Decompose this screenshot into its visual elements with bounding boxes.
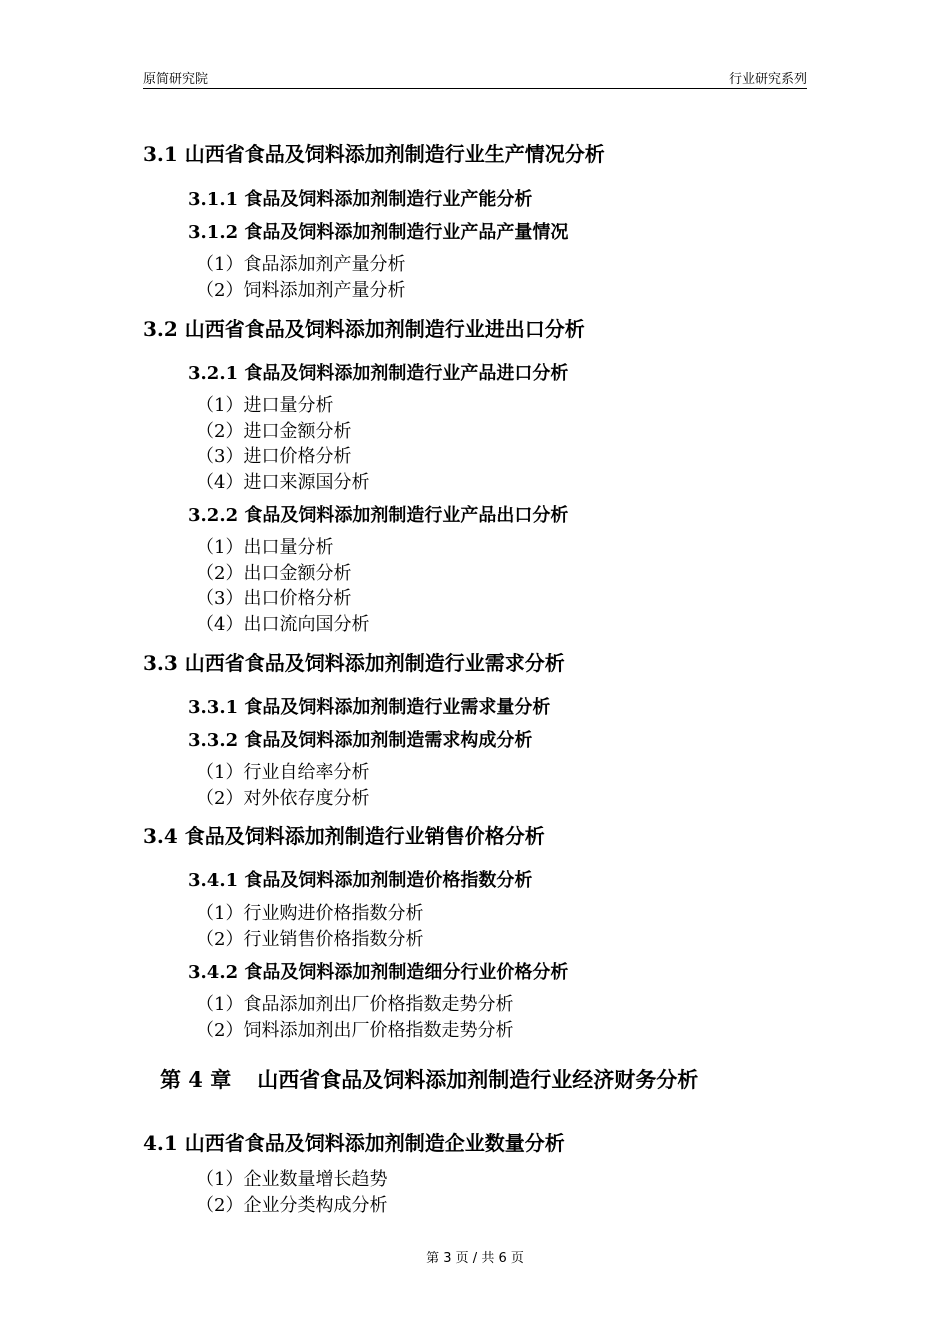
toc-item: （2）对外依存度分析 (196, 788, 370, 809)
page-number: 第 3 页 / 共 6 页 (426, 1251, 524, 1266)
chapter-heading-4 (160, 1064, 698, 1094)
header-series: 行业研究系列 (728, 72, 807, 87)
toc-item: （1）行业自给率分析 (196, 762, 370, 783)
page-header (143, 66, 807, 89)
toc-item: （4）进口来源国分析 (196, 472, 370, 493)
toc-item: （2）企业分类构成分析 (196, 1195, 388, 1216)
toc-item: （3）进口价格分析 (196, 446, 352, 467)
toc-item: （1）行业购进价格指数分析 (196, 903, 424, 924)
section-heading-3-4: 3.4 食品及饲料添加剂制造行业销售价格分析 (143, 824, 545, 848)
subsection-heading-3-3-1: 3.3.1 食品及饲料添加剂制造行业需求量分析 (188, 697, 551, 718)
toc-item: （1）企业数量增长趋势 (196, 1169, 388, 1190)
subsection-heading-3-4-1: 3.4.1 食品及饲料添加剂制造价格指数分析 (188, 870, 533, 891)
subsection-heading-3-1-1: 3.1.1 食品及饲料添加剂制造行业产能分析 (188, 189, 533, 210)
section-heading-3-3: 3.3 山西省食品及饲料添加剂制造行业需求分析 (143, 651, 565, 675)
section-heading-3-1: 3.1 山西省食品及饲料添加剂制造行业生产情况分析 (143, 142, 605, 166)
chapter-number: 第 4 章 (160, 1067, 232, 1092)
subsection-heading-3-1-2: 3.1.2 食品及饲料添加剂制造行业产品产量情况 (188, 222, 569, 243)
toc-item: （1）进口量分析 (196, 395, 334, 416)
toc-item: （1）食品添加剂出厂价格指数走势分析 (196, 994, 514, 1015)
toc-item: （2）出口金额分析 (196, 563, 352, 584)
toc-item: （4）出口流向国分析 (196, 614, 370, 635)
toc-item: （2）饲料添加剂产量分析 (196, 280, 406, 301)
toc-item: （2）饲料添加剂出厂价格指数走势分析 (196, 1020, 514, 1041)
subsection-heading-3-4-2: 3.4.2 食品及饲料添加剂制造细分行业价格分析 (188, 962, 569, 983)
subsection-heading-3-2-1: 3.2.1 食品及饲料添加剂制造行业产品进口分析 (188, 363, 569, 384)
header-org: 原简研究院 (143, 72, 209, 87)
toc-item: （3）出口价格分析 (196, 588, 352, 609)
toc-item: （1）出口量分析 (196, 537, 334, 558)
chapter-title: 山西省食品及饲料添加剂制造行业经济财务分析 (257, 1067, 699, 1092)
section-heading-3-2: 3.2 山西省食品及饲料添加剂制造行业进出口分析 (143, 317, 585, 341)
toc-item: （2）行业销售价格指数分析 (196, 929, 424, 950)
subsection-heading-3-2-2: 3.2.2 食品及饲料添加剂制造行业产品出口分析 (188, 505, 569, 526)
toc-item: （1）食品添加剂产量分析 (196, 254, 406, 275)
section-heading-4-1: 4.1 山西省食品及饲料添加剂制造企业数量分析 (143, 1131, 565, 1155)
toc-item: （2）进口金额分析 (196, 421, 352, 442)
subsection-heading-3-3-2: 3.3.2 食品及饲料添加剂制造需求构成分析 (188, 730, 533, 751)
